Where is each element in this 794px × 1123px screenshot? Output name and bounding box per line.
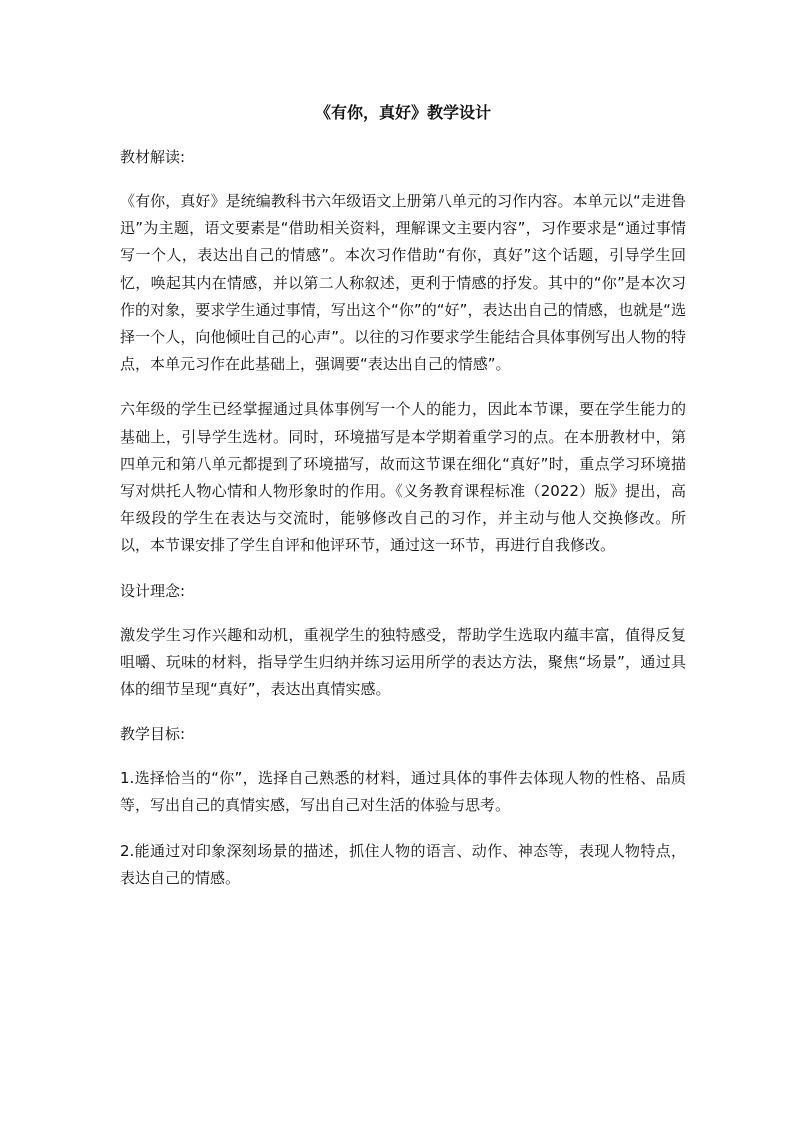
section-label-concept: 设计理念: bbox=[120, 581, 186, 600]
section-label-material: 教材解读: bbox=[120, 148, 186, 166]
goal-item-2: 2.能通过对印象深刻场景的描述，抓住人物的语言、动作、神态等，表现人物特点，表达自己的情感。 bbox=[120, 841, 686, 887]
paragraph-material-2: 六年级的学生已经掌握通过具体事例写一个人的能力，因此本节课，要在学生能力的基础上，引导学生选材。同时，环境描写是本学期着重学习的点。在本册教材中，第四单元和第八单元都提到了环境描写，故而这节课在细化“真好”时，重点学习环境描写对烘托人物心情和人物形象时的作用。《义务教育课程标准（2022）版》提出，高年级段的学生在表达与交流时，能够修改自己的习作，并主动与他人交换修改。所以，本节课安排了学生自评和他评环节，通过这一环节，再进行自我修改。 bbox=[120, 400, 686, 555]
section-label-goals: 教学目标: bbox=[120, 725, 186, 744]
paragraph-material-1: 《有你，真好》是统编教科书六年级语文上册第八单元的习作内容。本单元以“走进鲁迅”为主题，语文要素是“借助相关资料，理解课文主要内容”，习作要求是“通过事情写一个人，表达出自己的情感”。本次习作借助“有你，真好”这个话题，引导学生回忆，唤起其内在情感，并以第二人称叙述，更利于情感的抒发。其中的“你”是本次习作的对象，要求学生通过事情，写出这个“你”的“好”，表达出自己的情感，也就是“选择一个人，向他倾吐自己的心声”。以往的习作要求学生能结合具体事例写出人物的特点，本单元习作在此基础上，强调要“表达出自己的情感”。 bbox=[120, 192, 686, 374]
paragraph-concept: 激发学生习作兴趣和动机，重视学生的独特感受，帮助学生选取内蕴丰富，值得反复咀嚼、玩味的材料，指导学生归纳并练习运用所学的表达方法，聚焦“场景”，通过具体的细节呈现“真好”，表达出真情实感。 bbox=[120, 625, 686, 699]
document-body bbox=[120, 100, 686, 910]
goal-item-1: 1.选择恰当的“你”，选择自己熟悉的材料，通过具体的事件去体现人物的性格、品质等，写出自己的真情实感，写出自己对生活的体验与思考。 bbox=[120, 769, 686, 815]
document-title: 《有你，真好》教学设计 bbox=[314, 103, 491, 122]
